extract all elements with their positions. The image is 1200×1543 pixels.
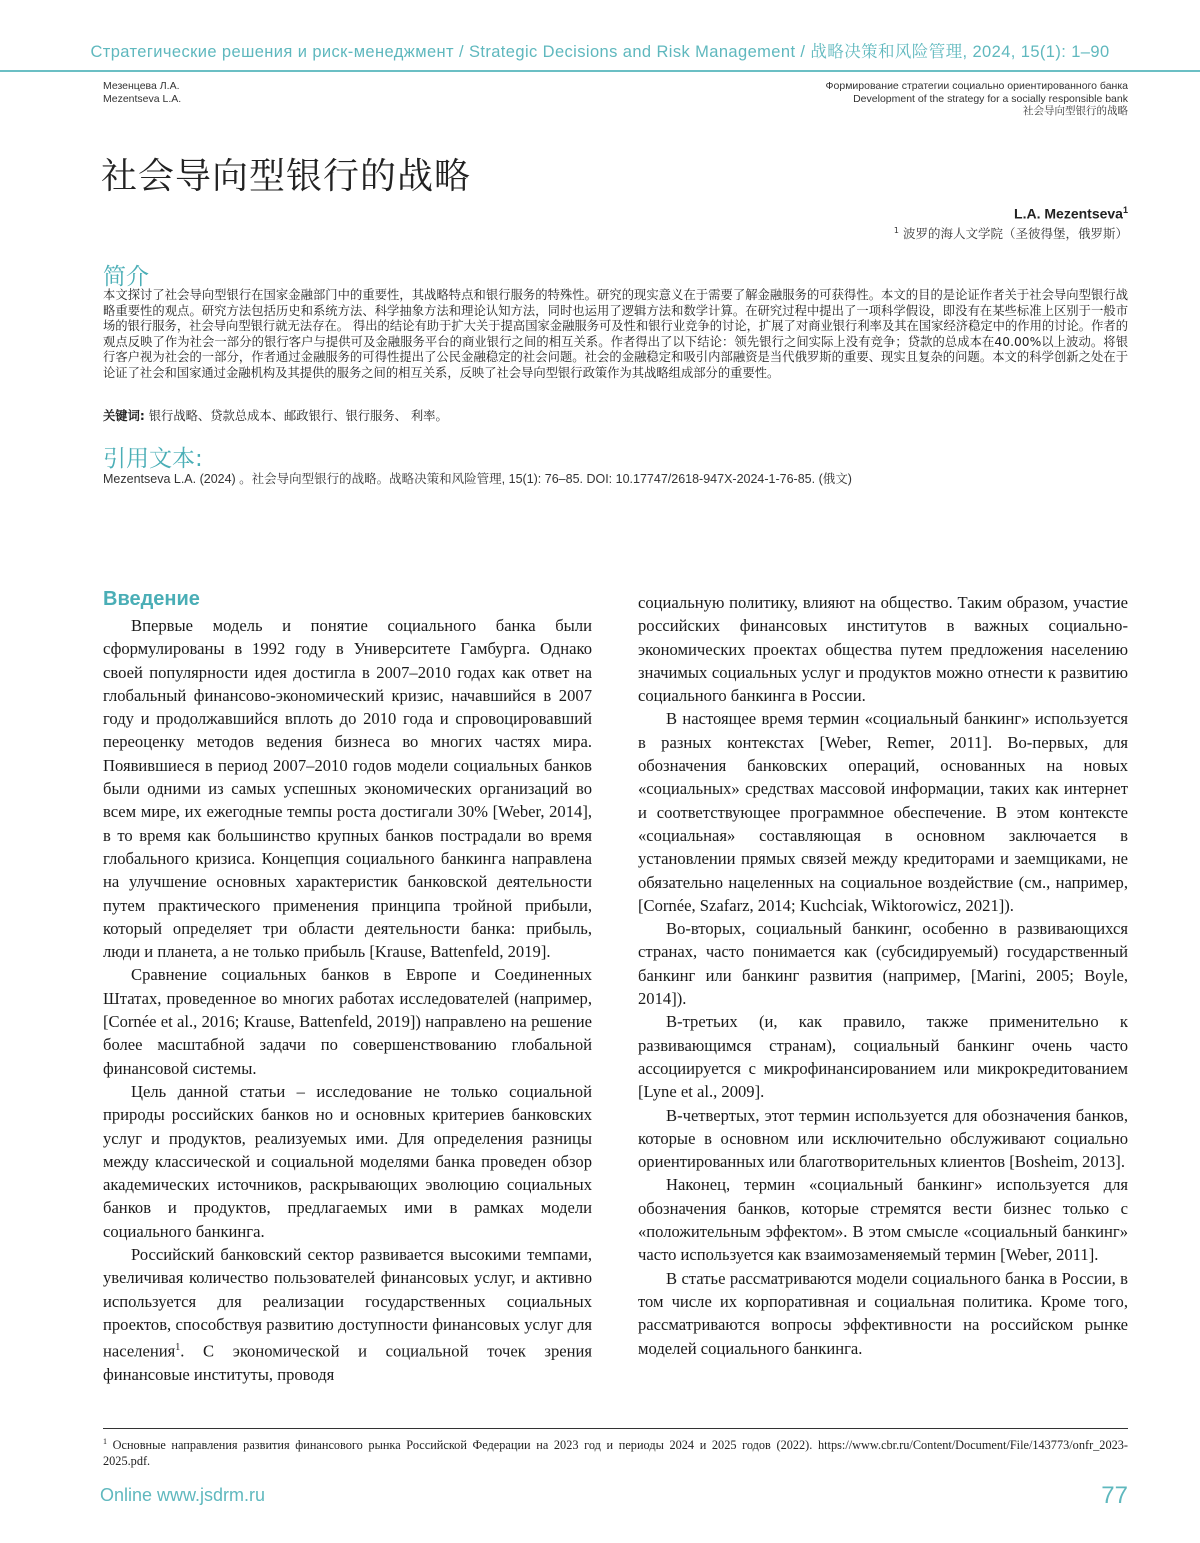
author-line [1014,205,1128,222]
paragraph: Сравнение социальных банков в Европе и Соединенных Штатах, проведенное во многих работах исследователей (например, [Cornée et al., 2016; Krause, Battenfeld, 2019]) направлено на решение более масштабной задачи по совершенствованию глобальной финансовой системы. [103,965,592,1078]
paragraph-text: . С экономической и социальной точек зрения финансовые институты, проводя [103,1341,592,1385]
body-column-right [638,591,1128,1360]
affiliation [894,224,1128,242]
footnote-text: Основные направления развития финансового рынка Российской Федерации на 2023 год и периоды 2024 и 2025 годов (2022). https://www.cbr.ru/Content/Document/File/143773/onfr_2023-2025.pdf. [103,1438,1128,1469]
paragraph: социальную политику, влияют на общество. Таким образом, участие российских финансовых институтов в важных социально-экономических проектах общества путем предложения населению значимых социальных услуг и продуктов можно отнести к развитию социального банкинга в России. [638,593,1128,706]
keywords [103,406,1128,424]
paragraph-text: Российский банковский сектор развивается высокими темпами, увеличивая количество пользователей финансовых услуг, и активно используется для реализации государственных социальных проектов, способствуя развитию доступности финансовых услуг для населения [103,1245,592,1361]
paragraph: В-третьих (и, как правило, также применительно к развивающимся странам), социальный банкинг очень часто ассоциируется с микрофинансированием или микрокредитованием [Lyne et al., 2009]. [638,1012,1128,1102]
author-short-ru: Мезенцева Л.А. [103,80,180,92]
short-titles [826,80,1128,118]
body-column-left [103,614,592,1386]
affiliation-sup: 1 [893,225,900,235]
short-title-ru: Формирование стратегии социально ориентированного банка [825,80,1128,92]
paragraph: В настоящее время термин «социальный банкинг» используется в разных контекстах [Weber, Remer, 2011]. Во-первых, для обозначения банковских операций, основанных на новых «социальных» средствах массовой информации, таких как интернет и соответствующее программное обеспечение. В этом контексте «социальная» составляющая в основном заключается в установлении прямых связей между кредиторами и заемщиками, не обязательно нацеленных на социальное воздействие (см., например, [Cornée, Szafarz, 2014; Kuchciak, Wiktorowicz, 2021]). [638,709,1128,915]
paragraph: Впервые модель и понятие социального банка были сформулированы в 1992 году в Университете Гамбурга. Однако своей популярности идея достигла в 2007–2010 годах как ответ на глобальный финансово-экономический кризис, начавшийся в 2007 году и продолжавшийся вплоть до 2010 года и спровоцировавший переоценку методов ведения бизнеса во многих частях мира. Появившиеся в период 2007–2010 годов модели социальных банков были одними из самых успешных экономических организаций во всем мире, их ежегодные темпы роста достигали 30% [Weber, 2014], в то время как большинство крупных банков пострадали во время глобального кризиса. Концепция социального банкинга направлена на улучшение основных характеристик банковской деятельности путем практического применения принципа тройной прибыли, который определяет три области деятельности банка: прибыль, люди и планета, а не только прибыль [Krause, Battenfeld, 2019]. [103,616,592,962]
footer-website: Online www.jsdrm.ru [100,1485,266,1505]
author-name: L.A. Mezentseva [1014,205,1123,222]
paragraph: В статье рассматриваются модели социального банка в России, в том числе их корпоративная и социальная политика. Кроме того, рассматриваются вопросы эффективности на российском рынке моделей социального банкинга. [638,1268,1128,1358]
paragraph: Во-вторых, социальный банкинг, особенно в развивающихся странах, часто понимается как (субсидируемый) государственный банкинг или банкинг развития (например, [Marini, 2005; Boyle, 2014]). [638,919,1128,1009]
affiliation-text: 波罗的海人文学院（圣彼得堡，俄罗斯） [899,226,1128,241]
short-title-en: Development of the strategy for a socially responsible bank [853,92,1128,105]
citation-text: Mezentseva L.A. (2024) 。社会导向型银行的战略。战略决策和风险管理, 15(1): 76–85. DOI: 10.17747/2618-947X-2024-1-76-85. (俄文) [103,472,852,486]
intro-heading: Введение [103,588,200,610]
author-sup: 1 [1122,205,1128,215]
footnote-sup: 1 [103,1437,107,1446]
abstract-text: 本文探讨了社会导向型银行在国家金融部门中的重要性，其战略特点和银行服务的特殊性。研究的现实意义在于需要了解金融服务的可获得性。本文的目的是论证作者关于社会导向型银行战略重要性的观点。研究方法包括历史和系统方法、科学抽象方法和理论认知方法，同时也运用了逻辑方法和数学计算。在研究过程中提出了一项科学假设，即没有在某些标准上区别于一般市场的银行服务，社会导向型银行就无法存在。 得出的结论有助于扩大关于提高国家金融服务可及性和银行业竞争的讨论，扩展了对商业银行利率及其在国家经济稳定中的作用的讨论。作者的观点反映了作为社会一部分的银行客户与提供可及金融服务平台的商业银行之间的相互关系。作者得出了以下结论：领先银行之间实际上没有竞争；贷款的总成本在40.00%以上波动。将银行客户视为社会的一部分，作者通过金融服务的可得性提出了公民金融稳定的社会问题。社会的金融稳定和吸引内部融资是当代俄罗斯的重要、现实且复杂的问题。本文的科学创新之处在于论证了社会和国家通过金融机构及其提供的服务之间的相互关系，反映了社会导向型银行政策作为其战略组成部分的重要性。 [103,288,1128,380]
page-number: 77 [1101,1482,1128,1509]
short-title-zh: 社会导向型银行的战略 [1023,105,1128,117]
paragraph: Наконец, термин «социальный банкинг» используется для обозначения банков, которые стремятся вести бизнес только с «положительным эффектом». В этом смысле «социальный банкинг» часто используется как взаимозаменяемый термин [Weber, 2011]. [638,1175,1128,1265]
paragraph: В-четвертых, этот термин используется для обозначения банков, которые в основном или исключительно обслуживают социально ориентированных или благотворительных клиентов [Bosheim, 2013]. [638,1105,1128,1172]
running-header: Стратегические решения и риск-менеджмент / Strategic Decisions and Risk Management / 战略决策和风险管理, 2024, 15(1): 1–90 [90,43,1110,61]
paragraph: Цель данной статьи – исследование не только социальной природы российских банков но и основных критериев банковских услуг и продуктов, реализуемых ими. Для определения разницы между классической и социальной моделями банка проведен обзор академических источников, раскрывающих эволюцию социальных банков и продуктов, предлагаемых ими в рамках модели социального банкинга. [103,1081,592,1241]
paragraph [103,1243,592,1386]
article-title: 社会导向型银行的战略 [101,156,472,197]
keywords-text: 银行战略、贷款总成本、邮政银行、银行服务、 利率。 [144,409,448,423]
author-short-names [103,80,181,105]
author-short-en: Mezentseva L.A. [103,92,182,105]
footnote-divider [103,1428,1128,1429]
keywords-label: 关键词: [103,409,145,423]
header-divider [0,70,1200,72]
footnote [103,1434,1128,1469]
abstract-heading: 简介 [103,264,149,290]
citation-heading: 引用文本: [103,446,203,472]
footnote-ref: 1 [175,1342,181,1354]
